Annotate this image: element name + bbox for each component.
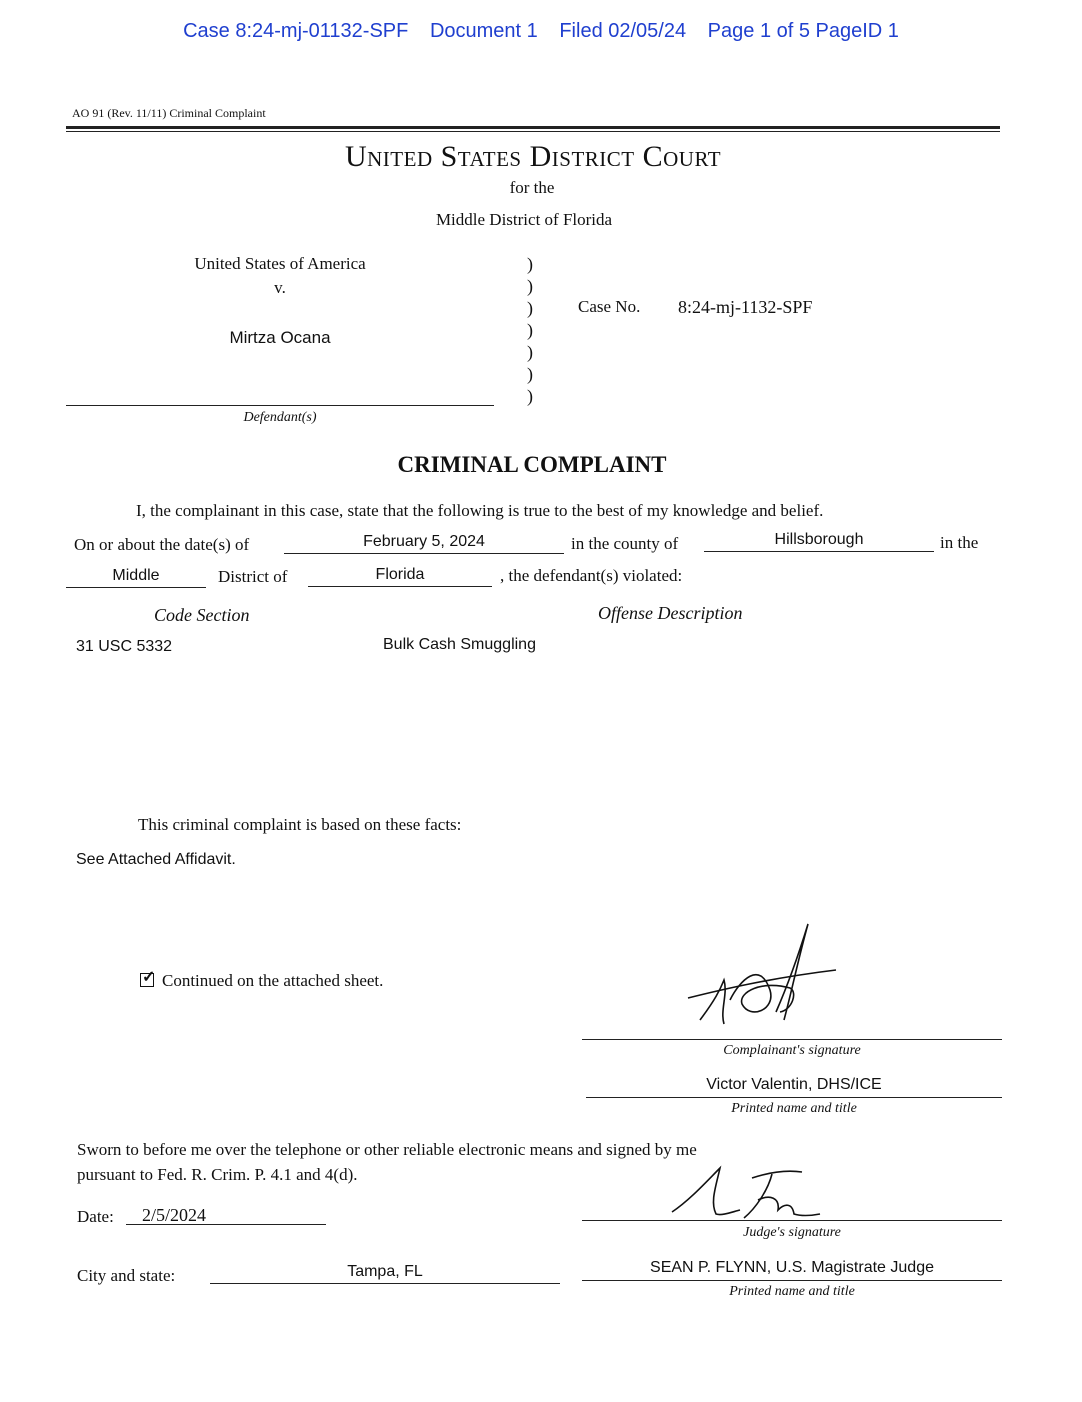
page-id-stamp: Page 1 of 5 PageID 1 [707, 20, 899, 42]
district-value: Middle [112, 567, 160, 584]
caption-paren: ) [527, 364, 533, 384]
filing-header-stamp [0, 20, 1082, 43]
state-line [308, 586, 492, 587]
judge-name-title: SEAN P. FLYNN, U.S. Magistrate Judge [650, 1259, 934, 1276]
complaint-intro: I, the complainant in this case, state that the following is true to the best of my knowledge and belief. [136, 501, 824, 520]
date-label: Date: [77, 1207, 114, 1226]
complainant-signature [680, 920, 850, 1040]
court-for-the: for the [509, 178, 555, 197]
top-rule-thin [66, 131, 1000, 132]
court-title: United States District Court [344, 140, 722, 173]
judge-name-line [582, 1280, 1002, 1281]
in-the-label: in the [940, 533, 979, 552]
defendant-label: Defendant(s) [243, 410, 317, 425]
district-of-label: District of [218, 567, 288, 586]
district-line [66, 587, 206, 588]
document-number-stamp: Document 1 [429, 20, 538, 42]
complaint-heading: CRIMINAL COMPLAINT [397, 452, 667, 477]
case-no-label: Case No. [578, 297, 641, 316]
complainant-name-line [586, 1097, 1002, 1098]
caption-paren: ) [527, 254, 533, 274]
continued-checkbox-row [140, 971, 383, 991]
versus-label: v. [274, 278, 286, 297]
caption-paren: ) [527, 386, 533, 406]
top-rule [66, 126, 1000, 129]
complainant-signature-label: Complainant's signature [723, 1043, 861, 1058]
facts-intro: This criminal complaint is based on these facts: [138, 815, 462, 834]
judge-signature-label: Judge's signature [743, 1225, 841, 1240]
county-value: Hillsborough [774, 531, 864, 548]
defendant-line [66, 405, 494, 406]
offense-value: Bulk Cash Smuggling [383, 636, 536, 653]
filed-date-stamp: Filed 02/05/24 [559, 20, 687, 42]
code-section-value: 31 USC 5332 [76, 638, 173, 655]
caption-paren: ) [527, 276, 533, 296]
caption-paren: ) [527, 298, 533, 318]
on-or-about-label: On or about the date(s) of [74, 535, 250, 554]
caption-paren: ) [527, 342, 533, 362]
judge-signature-line [582, 1220, 1002, 1221]
offense-date-value: February 5, 2024 [363, 533, 485, 550]
judge-printed-label: Printed name and title [729, 1284, 855, 1299]
checkbox-checked-icon [140, 973, 154, 987]
violated-label: , the defendant(s) violated: [500, 566, 683, 585]
city-state-line [210, 1283, 560, 1284]
code-section-header: Code Section [154, 605, 250, 625]
offense-header: Offense Description [598, 603, 743, 623]
sworn-date-line [126, 1224, 326, 1225]
county-label: in the county of [571, 534, 679, 553]
complainant-signature-line [582, 1039, 1002, 1040]
county-line [704, 551, 934, 552]
sworn-line-2: pursuant to Fed. R. Crim. P. 4.1 and 4(d). [77, 1165, 358, 1184]
state-value: Florida [375, 566, 425, 583]
city-state-label: City and state: [77, 1266, 176, 1285]
case-no-value: 8:24-mj-1132-SPF [678, 297, 813, 317]
sworn-line-1: Sworn to before me over the telephone or other reliable electronic means and signed by me [77, 1140, 697, 1159]
caption-paren: ) [527, 320, 533, 340]
city-state-value: Tampa, FL [347, 1263, 423, 1280]
plaintiff-name: United States of America [194, 254, 366, 273]
sworn-date-value: 2/5/2024 [142, 1205, 207, 1225]
offense-date-line [284, 553, 564, 554]
complainant-name-title: Victor Valentin, DHS/ICE [706, 1076, 882, 1093]
form-id: AO 91 (Rev. 11/11) Criminal Complaint [72, 106, 266, 120]
complainant-printed-label: Printed name and title [731, 1101, 857, 1116]
defendant-name: Mirtza Ocana [229, 328, 331, 347]
case-number-stamp: Case 8:24-mj-01132-SPF [183, 20, 409, 42]
continued-label: Continued on the attached sheet. [162, 971, 384, 990]
facts-value: See Attached Affidavit. [76, 851, 236, 868]
court-district: Middle District of Florida [435, 210, 613, 229]
